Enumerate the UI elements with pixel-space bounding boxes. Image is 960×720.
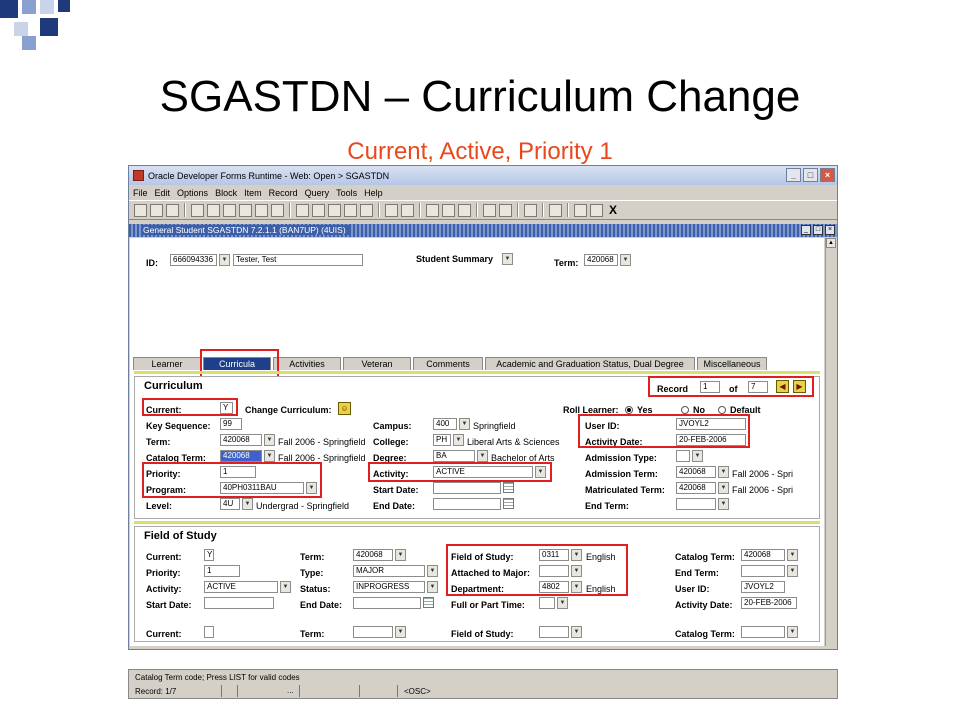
fos-activity-date-label: Activity Date: [675,600,733,610]
next-block-icon[interactable] [239,204,252,217]
fos-user-id-label: User ID: [675,584,710,594]
status-message: Catalog Term code; Press LIST for valid codes [135,673,300,682]
tab-learner[interactable]: Learner [133,357,201,370]
fos-end-term-dropdown[interactable]: ▼ [787,565,798,577]
fos-attached-dropdown[interactable]: ▼ [571,565,582,577]
fos-end-date-calendar-icon[interactable] [423,597,434,608]
admission-term-description: Fall 2006 - Spri [732,469,794,479]
curr-term-field[interactable]: 420068 [220,434,262,446]
college-label: College: [373,437,409,447]
menu-help[interactable]: Help [364,187,383,198]
print-icon[interactable] [166,204,179,217]
item-properties-icon[interactable] [401,204,414,217]
student-summary-label: Student Summary [416,254,494,264]
current-label: Current: [146,405,182,415]
matriculated-term-field[interactable]: 420068 [676,482,716,494]
id-field[interactable]: 666094336 [170,254,217,266]
minimize-icon[interactable]: _ [786,168,801,182]
admission-term-label: Admission Term: [585,469,658,479]
menu-record[interactable]: Record [268,187,298,198]
fos-catalog-term-field[interactable]: 420068 [741,549,785,561]
fos-user-id-field[interactable]: JVOYL2 [741,581,785,593]
fos-catalog-term-dropdown[interactable]: ▼ [787,549,798,561]
menu-block[interactable]: Block [215,187,238,198]
deco-square [22,36,36,50]
status-divider [397,685,398,697]
start-date-calendar-icon[interactable] [503,482,514,493]
count-query-icon[interactable] [426,204,439,217]
admission-term-dropdown[interactable]: ▼ [718,466,729,478]
previous-block-icon[interactable] [223,204,236,217]
deco-square [22,0,36,14]
curr-end-term-label: End Term: [585,501,629,511]
previous-record-button[interactable]: ◀ [776,380,789,393]
curr-activity-field[interactable]: ACTIVE [433,466,533,478]
online-help-icon[interactable] [590,204,603,217]
of-label: of [729,384,738,394]
key-term-field[interactable]: 420068 [584,254,618,266]
key-term-label: Term: [554,258,579,268]
curr-activity-date-label: Activity Date: [585,437,643,447]
highlight-record [648,376,814,397]
highlight-user-activity-date [578,414,750,448]
status-divider [359,685,360,697]
college-description: Liberal Arts & Sciences [467,437,560,447]
form-minimize-icon[interactable]: _ [801,225,811,235]
fos-start-date-field[interactable] [204,597,274,609]
slide-subtitle: Current, Active, Priority 1 [347,138,613,165]
fos-term-label: Term: [300,552,325,562]
fos-attached-label: Attached to Major: [451,568,531,578]
fos-end-term-field[interactable] [741,565,785,577]
deco-square [58,0,70,12]
curriculum-heading: Curriculum [144,380,203,392]
menubar [129,185,837,200]
fos-full-part-dropdown[interactable]: ▼ [557,597,568,609]
toolbar-separator [419,203,421,217]
program-label: Program: [146,485,187,495]
fos-type-dropdown[interactable]: ▼ [427,565,438,577]
fos2-field-dropdown[interactable]: ▼ [571,626,582,638]
app-window [128,165,838,650]
curr-term-dropdown[interactable]: ▼ [264,434,275,446]
record-field[interactable]: 1 [700,381,720,393]
roll-default-radio[interactable] [718,406,726,414]
highlight-current [142,398,238,416]
window-titlebar [129,166,837,185]
curr-term-description: Fall 2006 - Springfield [278,437,366,447]
fos-term-dropdown[interactable]: ▼ [395,549,406,561]
degree-field[interactable]: BA [433,450,475,462]
tab-comments[interactable]: Comments [413,357,483,370]
degree-description: Bachelor of Arts [491,453,555,463]
fos2-catalog-term-dropdown[interactable]: ▼ [787,626,798,638]
previous-record-icon[interactable] [255,204,268,217]
next-record-icon[interactable] [271,204,284,217]
fos2-current-field[interactable] [204,626,214,638]
form-close-icon[interactable]: × [825,225,835,235]
campus-dropdown[interactable]: ▼ [459,418,470,430]
fos-activity-date-field[interactable]: 20-FEB-2006 [741,597,797,609]
status-record: Record: 1/7 [135,687,177,696]
fos-department-description: English [586,584,616,594]
key-term-dropdown[interactable]: ▼ [620,254,631,266]
fos-current-label: Current: [146,552,182,562]
toolbar-separator [184,203,186,217]
curr-end-date-field[interactable] [433,498,501,510]
matriculated-term-label: Matriculated Term: [585,485,665,495]
fos-type-label: Type: [300,568,324,578]
status-divider [221,685,222,697]
fos-priority-field[interactable]: 1 [204,565,240,577]
previous-item-icon[interactable] [483,204,496,217]
deco-square [40,0,54,14]
campus-field[interactable]: 400 [433,418,457,430]
priority-field[interactable]: 1 [220,466,256,478]
student-summary-dropdown[interactable]: ▼ [502,253,513,265]
college-field[interactable]: PH [433,434,451,446]
menu-tools[interactable]: Tools [336,187,358,198]
status-bar [128,669,838,699]
deco-square [14,22,28,36]
cancel-query-icon[interactable] [360,204,373,217]
of-field[interactable]: 7 [748,381,768,393]
toolbar-close-button[interactable]: X [609,203,618,217]
roll-no-radio[interactable] [681,406,689,414]
toolbar-separator [567,203,569,217]
app-icon [133,170,144,181]
fos-term-field[interactable]: 420068 [353,549,393,561]
next-record-button[interactable]: ▶ [793,380,806,393]
form-area [130,238,824,646]
rollback-icon[interactable] [150,204,163,217]
highlight-activity [368,462,552,482]
toolbar-separator [476,203,478,217]
status-divider [237,685,238,697]
fos-activity-dropdown[interactable]: ▼ [280,581,291,593]
degree-label: Degree: [373,453,407,463]
roll-no-label: No [693,405,705,415]
deco-square [40,18,58,36]
roll-learner-label: Roll Learner: [563,405,619,415]
fos-department-label: Department: [451,584,505,594]
level-field[interactable]: 4U [220,498,240,510]
field-of-study-heading: Field of Study [144,530,217,542]
fos-activity-field[interactable]: ACTIVE [204,581,278,593]
priority-label: Priority: [146,469,181,479]
id-label: ID: [146,258,158,268]
bookmark-icon[interactable] [549,204,562,217]
status-osc: <OSC> [404,687,431,696]
tab-academic-graduation[interactable]: Academic and Graduation Status, Dual Degree [485,357,695,370]
curr-end-date-label: End Date: [373,501,416,511]
fos-field-label: Field of Study: [451,552,514,562]
fos2-current-label: Current: [146,629,182,639]
close-icon[interactable]: × [820,168,835,182]
fos-catalog-term-label: Catalog Term: [675,552,735,562]
degree-dropdown[interactable]: ▼ [477,450,488,462]
toolbar-separator [517,203,519,217]
highlight-field-of-study [446,544,628,596]
toolbar-separator [289,203,291,217]
campus-label: Campus: [373,421,412,431]
curr-activity-label: Activity: [373,469,409,479]
matriculated-term-description: Fall 2006 - Spri [732,485,794,495]
vertical-scrollbar[interactable] [825,238,836,646]
fos2-catalog-term-field[interactable] [741,626,785,638]
fos-accent-bar [134,521,820,524]
fos-current-field[interactable]: Y [204,549,214,561]
fos-activity-label: Activity: [146,584,182,594]
deco-square [0,0,18,18]
fos-field-field[interactable]: 0311 [539,549,569,561]
fos-type-field[interactable]: MAJOR [353,565,425,577]
form-maximize-icon[interactable]: □ [813,225,823,235]
window-title: Oracle Developer Forms Runtime - Web: Open > SGASTDN [148,170,390,181]
toolbar-separator [542,203,544,217]
maximize-icon[interactable]: □ [803,168,818,182]
level-description: Undergrad - Springfield [256,501,350,511]
highlight-priority-program [142,462,322,498]
fos2-field-label: Field of Study: [451,629,514,639]
fos2-field-field[interactable] [539,626,569,638]
fos-department-dropdown[interactable]: ▼ [571,581,582,593]
level-label: Level: [146,501,173,511]
form-titlebar [129,224,837,237]
roll-yes-label: Yes [637,405,653,415]
window-controls [786,168,835,182]
fos2-term-dropdown[interactable]: ▼ [395,626,406,638]
toolbar-separator [378,203,380,217]
curr-user-id-field[interactable]: JVOYL2 [676,418,746,430]
menu-item[interactable]: Item [244,187,262,198]
display-error-icon[interactable] [458,204,471,217]
catalog-term-field[interactable]: 420068 [220,450,262,462]
menu-options[interactable]: Options [177,187,209,198]
college-dropdown[interactable]: ▼ [453,434,464,446]
fos-start-date-label: Start Date: [146,600,192,610]
program-dropdown[interactable]: ▼ [306,482,317,494]
tab-accent-bar [134,371,820,374]
admission-type-field[interactable] [676,450,690,462]
form-title: General Student SGASTDN 7.2.1.1 (BAN7UP) (4UIS) [143,225,350,235]
tab-curricula[interactable]: Curricula [203,357,271,370]
status-dots: ... [287,686,294,695]
fos-field-dropdown[interactable]: ▼ [571,549,582,561]
select-icon[interactable] [191,204,204,217]
fos-department-field[interactable]: 4802 [539,581,569,593]
tab-veteran[interactable]: Veteran [343,357,411,370]
list-values-icon[interactable] [385,204,398,217]
fos-priority-label: Priority: [146,568,181,578]
admission-type-dropdown[interactable]: ▼ [692,450,703,462]
curr-activity-dropdown[interactable]: ▼ [535,466,546,478]
fos2-term-label: Term: [300,629,325,639]
fos2-catalog-term-label: Catalog Term: [675,629,735,639]
enter-query-icon[interactable] [328,204,341,217]
curr-user-id-label: User ID: [585,421,620,431]
program-field[interactable]: 40PH0311BAU [220,482,304,494]
fos-end-term-label: End Term: [675,568,719,578]
status-divider [299,685,300,697]
key-sequence-label: Key Sequence: [146,421,211,431]
roll-yes-radio[interactable] [625,406,633,414]
tab-miscellaneous[interactable]: Miscellaneous [697,357,767,370]
curr-start-date-label: Start Date: [373,485,419,495]
fos-status-dropdown[interactable]: ▼ [427,581,438,593]
curr-start-date-field[interactable] [433,482,501,494]
name-field[interactable]: Tester, Test [233,254,363,266]
admission-type-label: Admission Type: [585,453,657,463]
roll-default-label: Default [730,405,761,415]
exit-icon[interactable] [207,204,220,217]
next-item-icon[interactable] [499,204,512,217]
fos-full-part-label: Full or Part Time: [451,600,525,610]
catalog-term-dropdown[interactable]: ▼ [264,450,275,462]
campus-description: Springfield [473,421,516,431]
catalog-term-description: Fall 2006 - Springfield [278,453,366,463]
edit-icon[interactable] [442,204,455,217]
clear-icon[interactable] [524,204,537,217]
curr-end-term-dropdown[interactable]: ▼ [718,498,729,510]
catalog-term-label: Catalog Term: [146,453,206,463]
menu-file[interactable]: File [133,187,148,198]
change-curriculum-icon[interactable]: ☺ [338,402,351,415]
current-field[interactable]: Y [220,402,233,414]
execute-query-icon[interactable] [344,204,357,217]
curr-term-label: Term: [146,437,171,447]
curr-end-term-field[interactable] [676,498,716,510]
fos-end-date-field[interactable] [353,597,421,609]
fos-full-part-field[interactable] [539,597,555,609]
tab-activities[interactable]: Activities [273,357,341,370]
fos2-term-field[interactable] [353,626,393,638]
slide-title: SGASTDN – Curriculum Change [159,72,801,121]
matriculated-term-dropdown[interactable]: ▼ [718,482,729,494]
insert-record-icon[interactable] [296,204,309,217]
record-label: Record [657,384,689,394]
key-sequence-field[interactable]: 99 [220,418,242,430]
fos-status-label: Status: [300,584,331,594]
end-date-calendar-icon[interactable] [503,498,514,509]
menu-edit[interactable]: Edit [154,187,171,198]
id-lookup-icon[interactable]: ▼ [219,254,230,266]
scroll-up-icon[interactable]: ▲ [826,238,836,248]
help-icon[interactable] [574,204,587,217]
menu-query[interactable]: Query [304,187,330,198]
level-dropdown[interactable]: ▼ [242,498,253,510]
curr-activity-date-field[interactable]: 20-FEB-2006 [676,434,746,446]
admission-term-field[interactable]: 420068 [676,466,716,478]
save-icon[interactable] [134,204,147,217]
remove-record-icon[interactable] [312,204,325,217]
fos-status-field[interactable]: INPROGRESS [353,581,425,593]
change-curriculum-label: Change Curriculum: [245,405,332,415]
fos-end-date-label: End Date: [300,600,343,610]
toolbar [129,200,837,220]
fos-field-description: English [586,552,616,562]
